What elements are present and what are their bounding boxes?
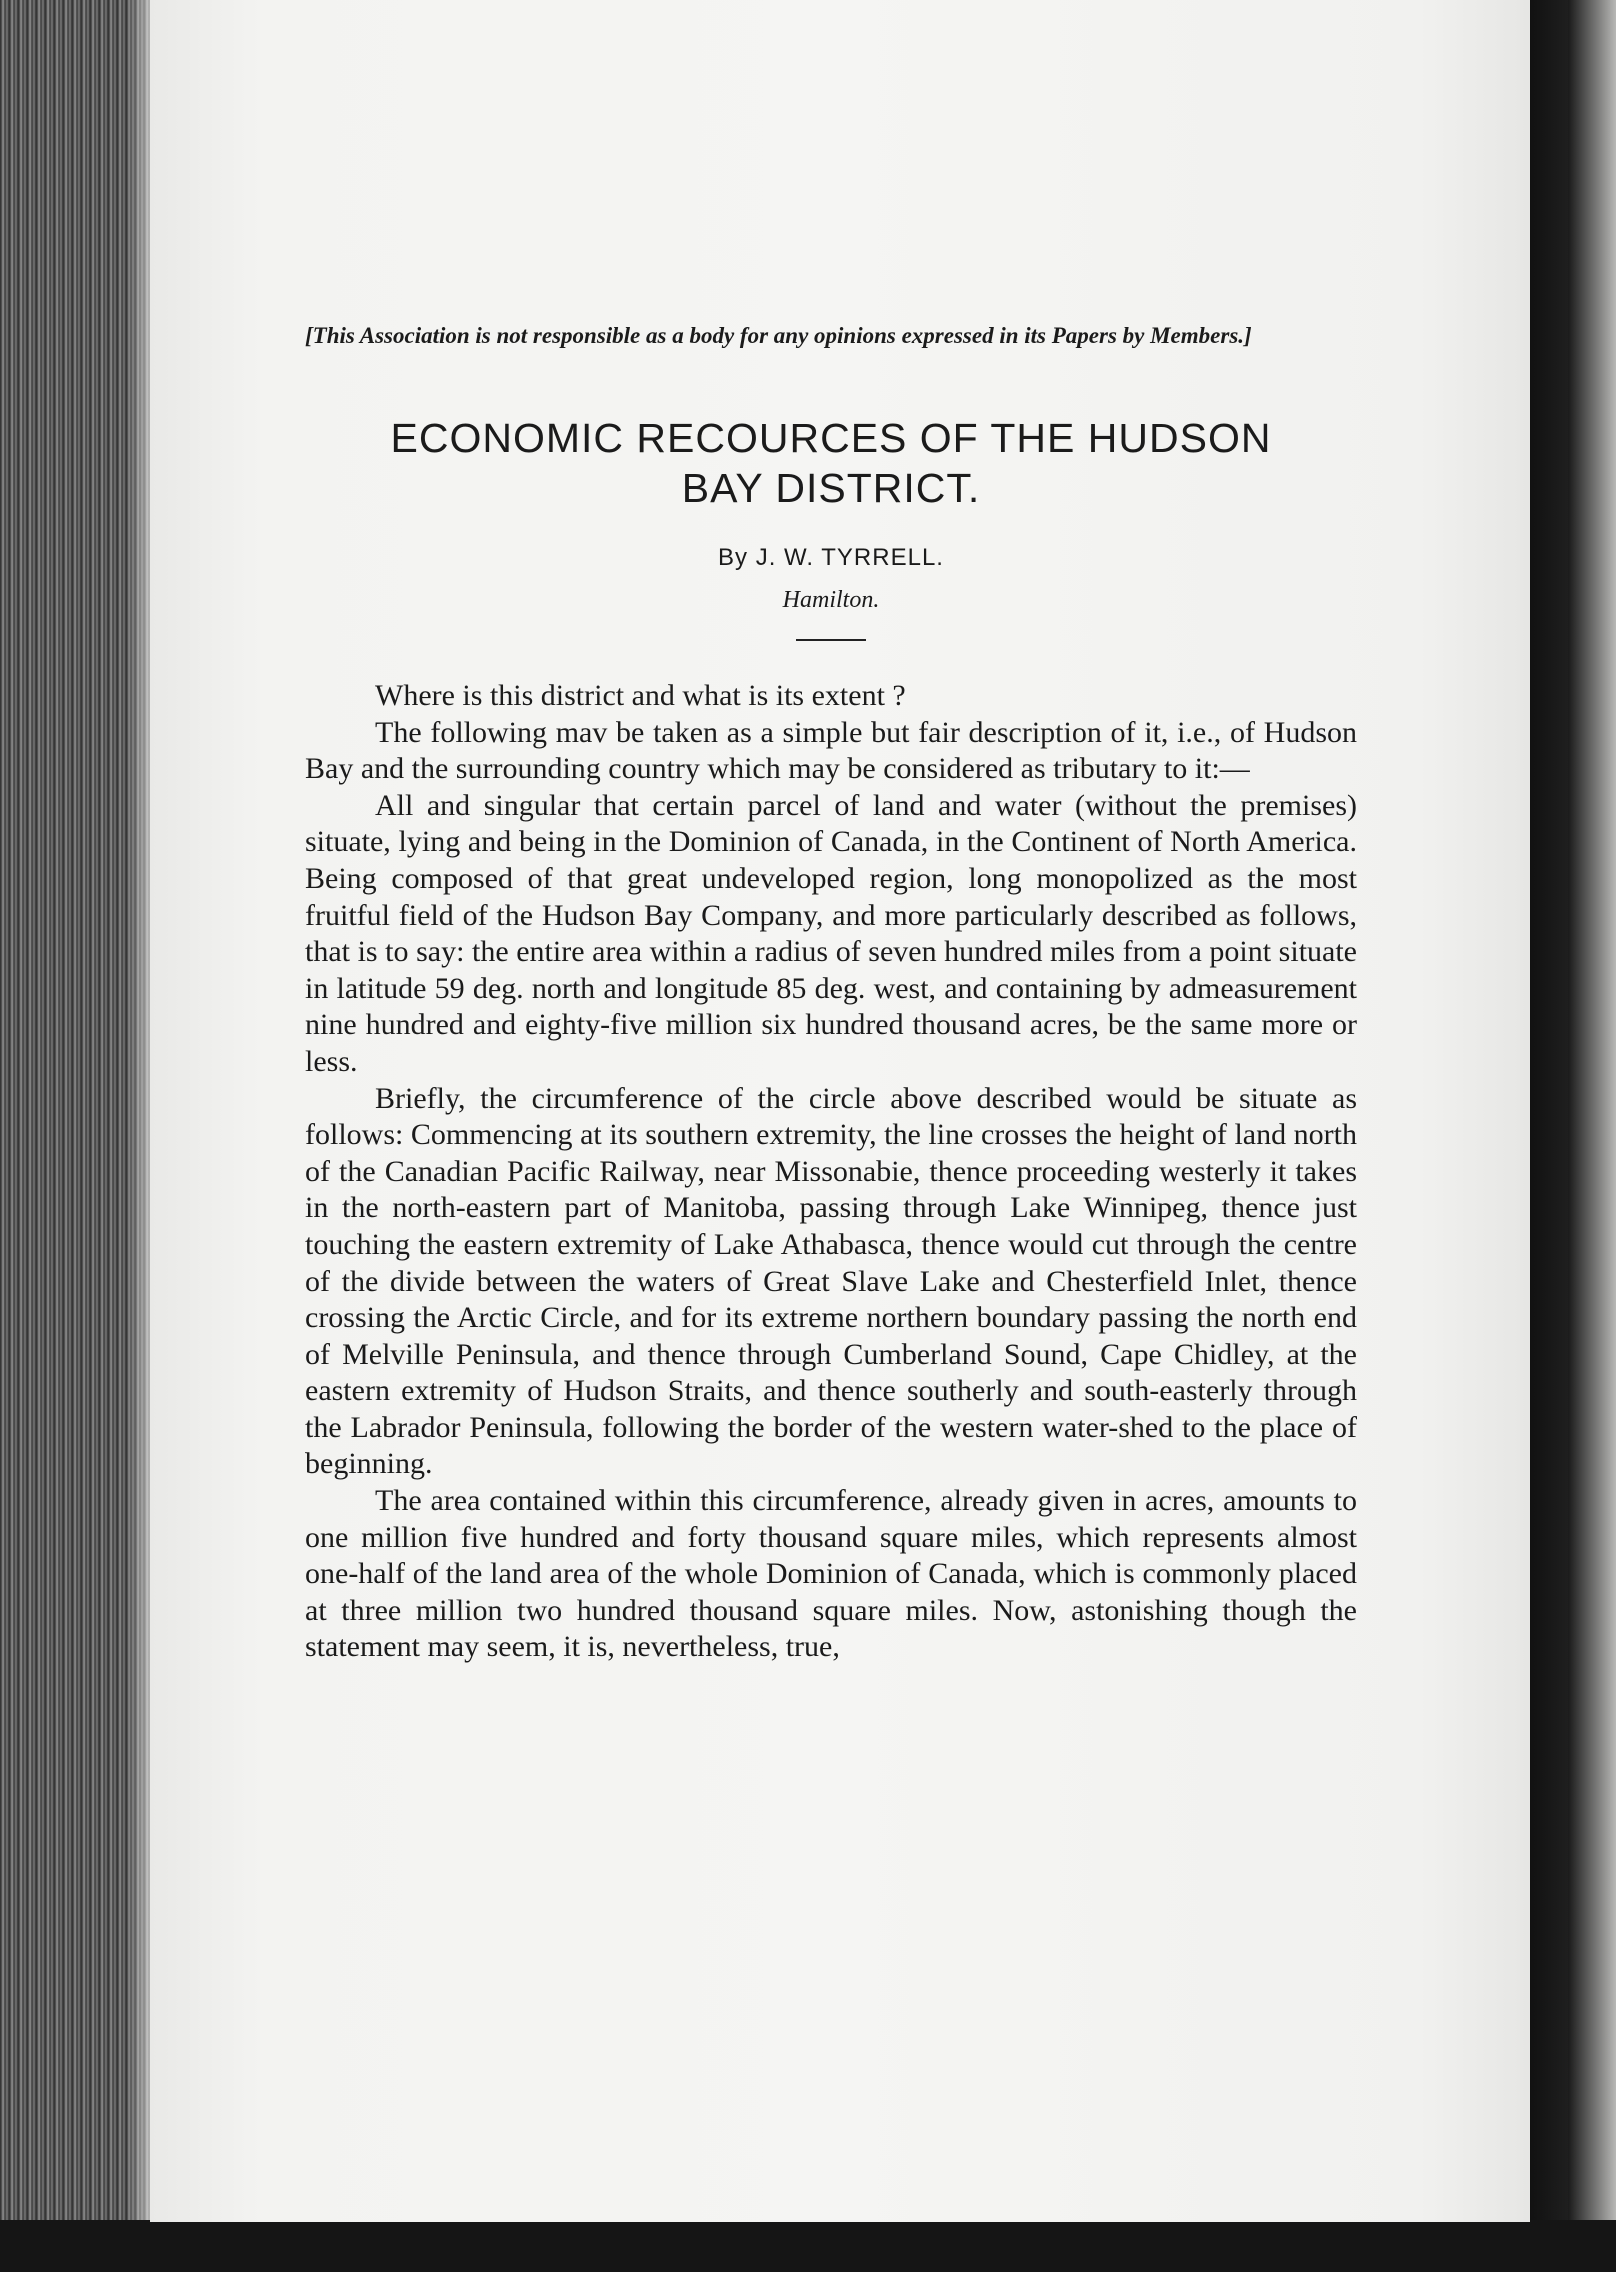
title-line-1: ECONOMIC RECOURCES OF THE HUDSON (390, 415, 1272, 461)
title-divider (796, 639, 866, 641)
bottom-shadow (0, 2220, 1616, 2272)
article-body (305, 678, 1357, 1666)
paragraph: Briefly, the circumference of the circle above described would be situate as follows: Commencing at its southern extremity, the line crosses the height of land north of the Canadian Pacific Railway, near Missonabie, thence proceeding westerly it takes in the north-eastern part of Manitoba, passing through Lake Winnipeg, thence just touching the eastern extremity of Lake Athabasca, thence would cut through the centre of the divide between the waters of Great Slave Lake and Chesterfield Inlet, thence crossing the Arctic Circle, and for its extreme northern boundary passing the north end of Melville Peninsula, and thence through Cumberland Sound, Cape Chidley, at the eastern extremity of Hudson Straits, and thence southerly and south-easterly through the Labrador Peninsula, following the border of the western water-shed to the place of beginning. (305, 1081, 1357, 1481)
author-byline: By J. W. TYRRELL. (718, 544, 944, 571)
author-location: Hamilton. (782, 587, 880, 613)
facing-page-edge (1568, 0, 1616, 2272)
paragraph: The area contained within this circumference, already given in acres, amounts to one million five hundred and forty thousand square miles, which represents almost one-half of the land area of the whole Dominion of Canada, which is commonly placed at three million two hundred thousand square miles. Now, astonishing though the statement may seem, it is, nevertheless, true, (305, 1484, 1357, 1664)
page-content (305, 318, 1357, 1666)
paragraph: Where is this district and what is its extent ? (375, 679, 906, 712)
article-title (305, 413, 1357, 513)
title-line-2: BAY DISTRICT. (681, 465, 981, 511)
page-edge-stack (0, 0, 160, 2272)
paragraph: All and singular that certain parcel of land and water (without the premises) situate, lying and being in the Dominion of Canada, in the Continent of North America. Being composed of that great undeveloped region, long monopolized as the most fruitful field of the Hudson Bay Company, and more particularly described as follows, that is to say: the entire area within a radius of seven hundred miles from a point situate in latitude 59 deg. north and longitude 85 deg. west, and containing by admeasurement nine hundred and eighty-five million six hundred thousand acres, be the same more or less. (305, 788, 1357, 1078)
paragraph: The following mav be taken as a simple but fair description of it, i.e., of Hudson Bay and the surrounding country which may be considered as tributary to it:— (305, 715, 1357, 786)
disclaimer-note: [This Association is not responsible as a body for any opinions expressed in its Papers by Members.] (305, 323, 1252, 348)
